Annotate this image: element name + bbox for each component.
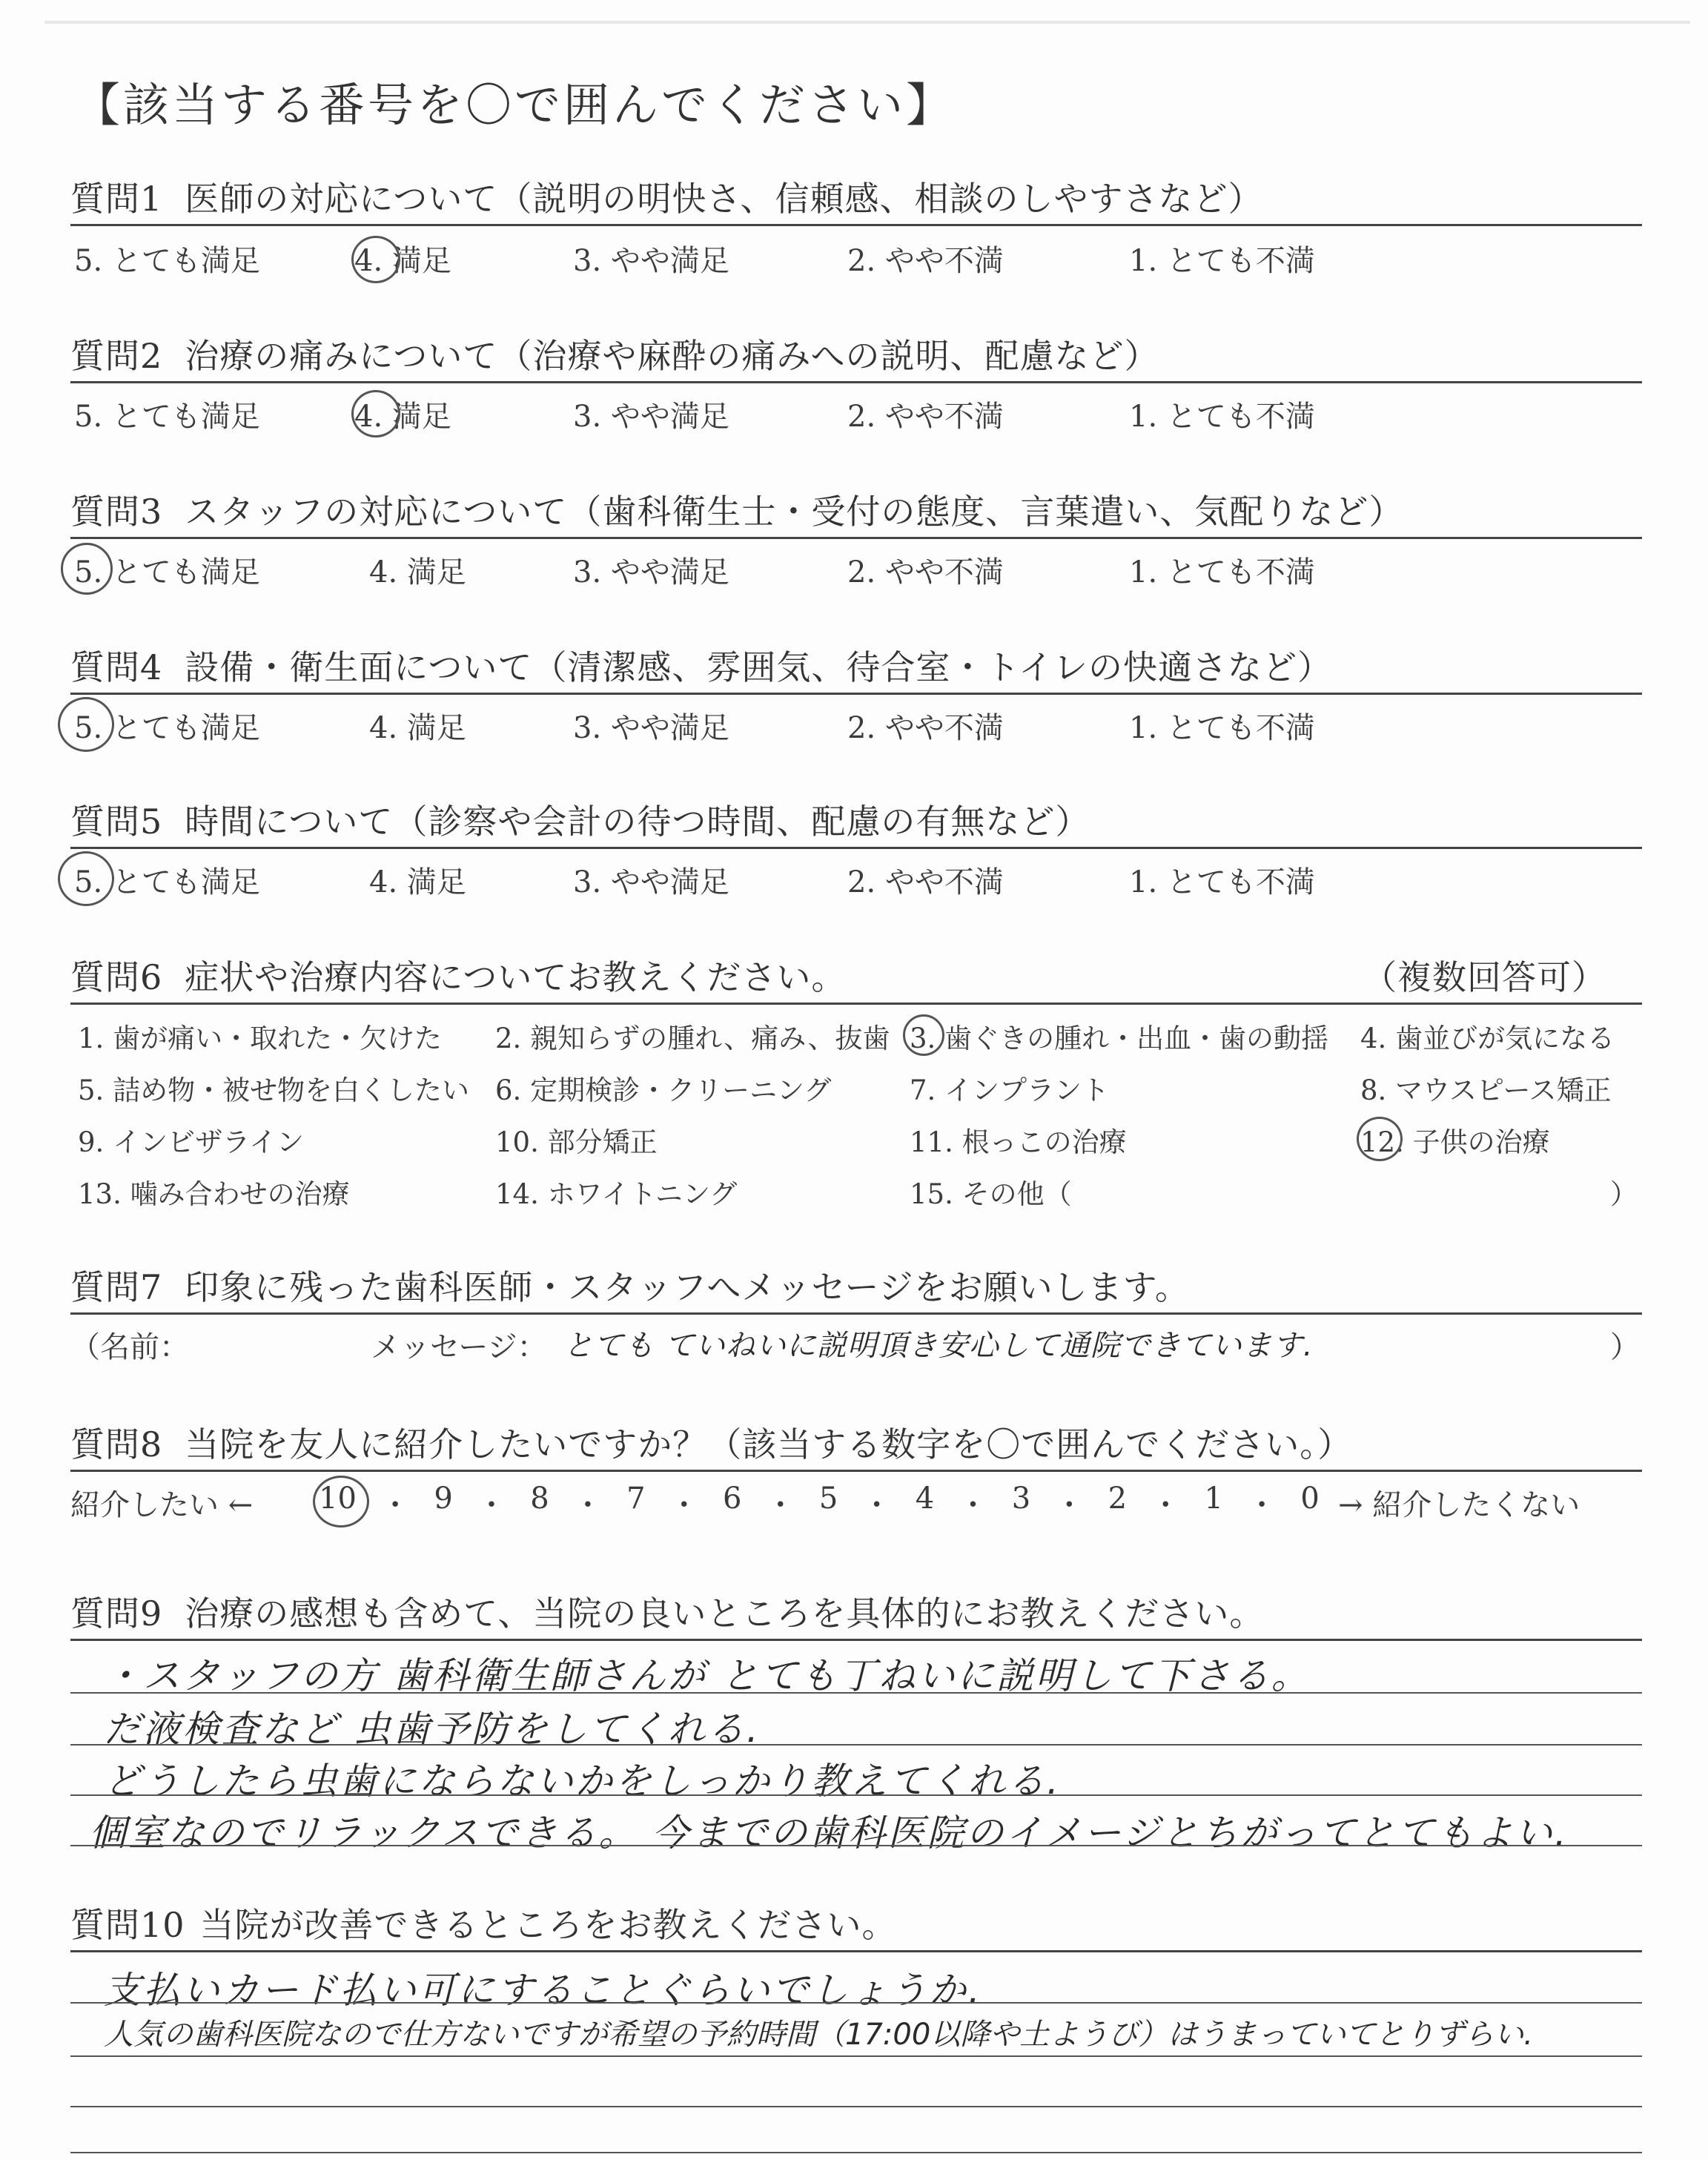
question-4 bbox=[70, 641, 1332, 690]
selection-circle bbox=[58, 697, 114, 752]
q1-option-3[interactable]: 3. やや満足 bbox=[573, 244, 729, 278]
q3-option-4[interactable]: 4. 満足 bbox=[369, 555, 466, 589]
q6-item-2[interactable]: 2. 親知らずの腫れ、痛み、抜歯 bbox=[495, 1023, 890, 1054]
selection-circle bbox=[313, 1476, 369, 1527]
rule bbox=[70, 693, 1642, 695]
q6-item-15-close: ） bbox=[1610, 1178, 1638, 1210]
question-3 bbox=[70, 485, 1403, 534]
q5-option-5[interactable]: 5. とても満足 bbox=[74, 865, 260, 899]
q4-option-5[interactable]: 5. とても満足 bbox=[74, 711, 260, 745]
q2-option-2[interactable]: 2. やや不満 bbox=[847, 400, 1004, 434]
question-2-text: 治療の痛みについて（治療や麻酔の痛みへの説明、配慮など） bbox=[185, 336, 1159, 376]
question-7-label: 質問7 bbox=[70, 1267, 163, 1307]
selection-circle bbox=[61, 543, 113, 595]
q6-item-15[interactable]: 15. その他（ bbox=[910, 1178, 1072, 1210]
question-6 bbox=[70, 951, 846, 1000]
q8-scale-5[interactable]: 5 bbox=[818, 1482, 838, 1516]
rule bbox=[70, 1845, 1642, 1846]
q8-scale-3[interactable]: 3 bbox=[1011, 1482, 1031, 1516]
q7-close: ） bbox=[1610, 1330, 1640, 1364]
question-9-label: 質問9 bbox=[70, 1593, 163, 1634]
q6-item-3[interactable]: 3. 歯ぐきの腫れ・出血・歯の動揺 bbox=[910, 1023, 1329, 1054]
q5-option-1[interactable]: 1. とても不満 bbox=[1129, 865, 1315, 899]
question-2 bbox=[70, 329, 1159, 378]
q6-item-14[interactable]: 14. ホワイトニング bbox=[495, 1178, 738, 1210]
question-8-text: 当院を友人に紹介したいですか？（該当する数字を〇で囲んでください。） bbox=[185, 1424, 1353, 1464]
q9-answer-line-3: どうしたら虫歯にならないかをしっかり教えてくれる. bbox=[104, 1760, 1061, 1803]
q10-answer-line-2: 人気の歯科医院なので仕方ないですが希望の予約時間（17:00以降や土ようび）はうまっていてとりずらい. bbox=[104, 2018, 1533, 2052]
q5-option-4[interactable]: 4. 満足 bbox=[369, 865, 466, 899]
question-5-text: 時間について（診察や会計の待つ時間、配慮の有無など） bbox=[185, 802, 1090, 842]
question-9-text: 治療の感想も含めて、当院の良いところを具体的にお教えください。 bbox=[185, 1593, 1265, 1634]
selection-circle bbox=[58, 851, 114, 906]
selection-circle bbox=[1357, 1117, 1403, 1161]
question-8-label: 質問8 bbox=[70, 1424, 163, 1464]
question-5-label: 質問5 bbox=[70, 802, 163, 842]
q8-scale-9[interactable]: 9 bbox=[434, 1482, 453, 1516]
question-10-text: 当院が改善できるところをお教えください。 bbox=[199, 1905, 897, 1945]
q9-answer-line-4: 個室なのでリラックスできる。 今までの歯科医院のイメージとちがってとてもよい. bbox=[89, 1811, 1569, 1855]
selection-circle bbox=[903, 1014, 944, 1056]
question-5 bbox=[70, 795, 1090, 844]
q8-right-label: → 紹介したくない bbox=[1338, 1488, 1580, 1522]
rule bbox=[70, 2055, 1642, 2057]
q6-item-1[interactable]: 1. 歯が痛い・取れた・欠けた bbox=[78, 1023, 443, 1054]
rule bbox=[70, 1950, 1642, 1952]
question-4-text: 設備・衛生面について（清潔感、雰囲気、待合室・トイレの快適さなど） bbox=[185, 647, 1333, 687]
q7-message-label: メッセージ： bbox=[371, 1330, 547, 1364]
q6-item-5[interactable]: 5. 詰め物・被せ物を白くしたい bbox=[78, 1074, 470, 1106]
q8-scale-0[interactable]: 0 bbox=[1300, 1482, 1320, 1516]
rule bbox=[70, 1312, 1642, 1315]
q9-answer-line-1: ・スタッフの方 歯科衛生師さんが とても丁ねいに説明して下さる。 bbox=[104, 1654, 1311, 1697]
q6-item-11[interactable]: 11. 根っこの治療 bbox=[910, 1126, 1127, 1158]
scale-dot: ・ bbox=[1151, 1488, 1181, 1522]
q3-option-1[interactable]: 1. とても不満 bbox=[1129, 555, 1315, 589]
rule bbox=[70, 2106, 1642, 2107]
q5-option-3[interactable]: 3. やや満足 bbox=[573, 865, 729, 899]
question-7-text: 印象に残った歯科医師・スタッフへメッセージをお願いします。 bbox=[185, 1267, 1190, 1307]
q4-option-2[interactable]: 2. やや不満 bbox=[847, 711, 1004, 745]
scale-dot: ・ bbox=[1247, 1488, 1277, 1522]
q7-name-label: （名前： bbox=[70, 1330, 189, 1364]
q8-scale-6[interactable]: 6 bbox=[723, 1482, 742, 1516]
q6-item-13[interactable]: 13. 噛み合わせの治療 bbox=[78, 1178, 350, 1210]
rule bbox=[70, 847, 1642, 849]
q6-item-10[interactable]: 10. 部分矯正 bbox=[495, 1126, 658, 1158]
rule bbox=[70, 1639, 1642, 1641]
selection-circle bbox=[351, 236, 400, 283]
q8-scale bbox=[319, 1482, 1320, 1524]
q1-option-1[interactable]: 1. とても不満 bbox=[1129, 244, 1315, 278]
question-3-label: 質問3 bbox=[70, 492, 163, 532]
q6-item-8[interactable]: 8. マウスピース矯正 bbox=[1360, 1074, 1612, 1106]
q6-item-12[interactable]: 12. 子供の治療 bbox=[1360, 1126, 1550, 1158]
rule bbox=[70, 2152, 1642, 2153]
scale-dot: ・ bbox=[572, 1488, 603, 1522]
question-9 bbox=[70, 1587, 1264, 1636]
q5-option-2[interactable]: 2. やや不満 bbox=[847, 865, 1004, 899]
scale-dot: ・ bbox=[669, 1488, 699, 1522]
question-3-text: スタッフの対応について（歯科衛生士・受付の態度、言葉遣い、気配りなど） bbox=[185, 492, 1404, 532]
q8-scale-2[interactable]: 2 bbox=[1108, 1482, 1128, 1516]
q1-option-4[interactable]: 4. 満足 bbox=[354, 244, 451, 278]
question-2-label: 質問2 bbox=[70, 336, 163, 376]
scale-dot: ・ bbox=[861, 1488, 892, 1522]
scale-dot: ・ bbox=[1054, 1488, 1085, 1522]
rule bbox=[70, 1794, 1642, 1796]
rule bbox=[70, 537, 1642, 539]
question-10 bbox=[70, 1898, 897, 1947]
rule bbox=[70, 1692, 1642, 1694]
q3-option-2[interactable]: 2. やや不満 bbox=[847, 555, 1004, 589]
q2-option-5[interactable]: 5. とても満足 bbox=[74, 400, 260, 434]
question-1 bbox=[70, 172, 1263, 221]
scale-dot: ・ bbox=[958, 1488, 988, 1522]
selection-circle bbox=[351, 390, 400, 437]
q7-message-handwritten: とても ていねいに説明頂き安心して通院できています. bbox=[563, 1329, 1314, 1363]
rule bbox=[70, 1470, 1642, 1472]
rule bbox=[70, 224, 1642, 226]
question-4-label: 質問4 bbox=[70, 647, 163, 687]
rule bbox=[70, 381, 1642, 383]
scan-top-edge bbox=[44, 21, 1690, 24]
q1-option-5[interactable]: 5. とても満足 bbox=[74, 244, 260, 278]
question-6-text: 症状や治療内容についてお教えください。 bbox=[185, 957, 847, 997]
q8-scale-10[interactable]: 10 bbox=[319, 1482, 357, 1516]
q6-item-6[interactable]: 6. 定期検診・クリーニング bbox=[495, 1074, 832, 1106]
q10-answer-line-1: 支払いカード払い可にすることぐらいでしょうか. bbox=[104, 1969, 982, 2012]
question-8 bbox=[70, 1418, 1352, 1467]
q8-scale-1[interactable]: 1 bbox=[1204, 1482, 1223, 1516]
q6-item-7[interactable]: 7. インプラント bbox=[910, 1074, 1110, 1106]
rule bbox=[70, 1003, 1642, 1005]
scale-dot: ・ bbox=[380, 1488, 411, 1522]
rule bbox=[70, 1744, 1642, 1745]
q3-option-3[interactable]: 3. やや満足 bbox=[573, 555, 729, 589]
question-10-label: 質問10 bbox=[70, 1905, 185, 1945]
question-6-label: 質問6 bbox=[70, 957, 163, 997]
q1-option-2[interactable]: 2. やや不満 bbox=[847, 244, 1004, 278]
q8-scale-4[interactable]: 4 bbox=[915, 1482, 935, 1516]
q2-option-3[interactable]: 3. やや満足 bbox=[573, 400, 729, 434]
form-title: 【該当する番号を〇で囲んでください】 bbox=[74, 78, 956, 132]
q9-answer-line-2: だ液検査など 虫歯予防をしてくれる. bbox=[104, 1708, 761, 1751]
q6-item-4[interactable]: 4. 歯並びが気になる bbox=[1360, 1023, 1615, 1054]
question-7 bbox=[70, 1261, 1190, 1309]
q2-option-4[interactable]: 4. 満足 bbox=[354, 400, 451, 434]
q6-item-9[interactable]: 9. インビザライン bbox=[78, 1126, 304, 1158]
question-1-label: 質問1 bbox=[70, 179, 163, 219]
question-6-note: （複数回答可） bbox=[1363, 957, 1606, 997]
q2-option-1[interactable]: 1. とても不満 bbox=[1129, 400, 1315, 434]
q3-option-5[interactable]: 5. とても満足 bbox=[74, 555, 260, 589]
q4-option-4[interactable]: 4. 満足 bbox=[369, 711, 466, 745]
scale-dot: ・ bbox=[477, 1488, 507, 1522]
q8-scale-8[interactable]: 8 bbox=[530, 1482, 549, 1516]
q4-option-3[interactable]: 3. やや満足 bbox=[573, 711, 729, 745]
q8-left-label: 紹介したい ← bbox=[70, 1488, 254, 1522]
q4-option-1[interactable]: 1. とても不満 bbox=[1129, 711, 1315, 745]
q8-scale-7[interactable]: 7 bbox=[626, 1482, 646, 1516]
question-1-text: 医師の対応について（説明の明快さ、信頼感、相談のしやすさなど） bbox=[185, 179, 1263, 219]
scale-dot: ・ bbox=[765, 1488, 795, 1522]
rule bbox=[70, 2002, 1642, 2004]
